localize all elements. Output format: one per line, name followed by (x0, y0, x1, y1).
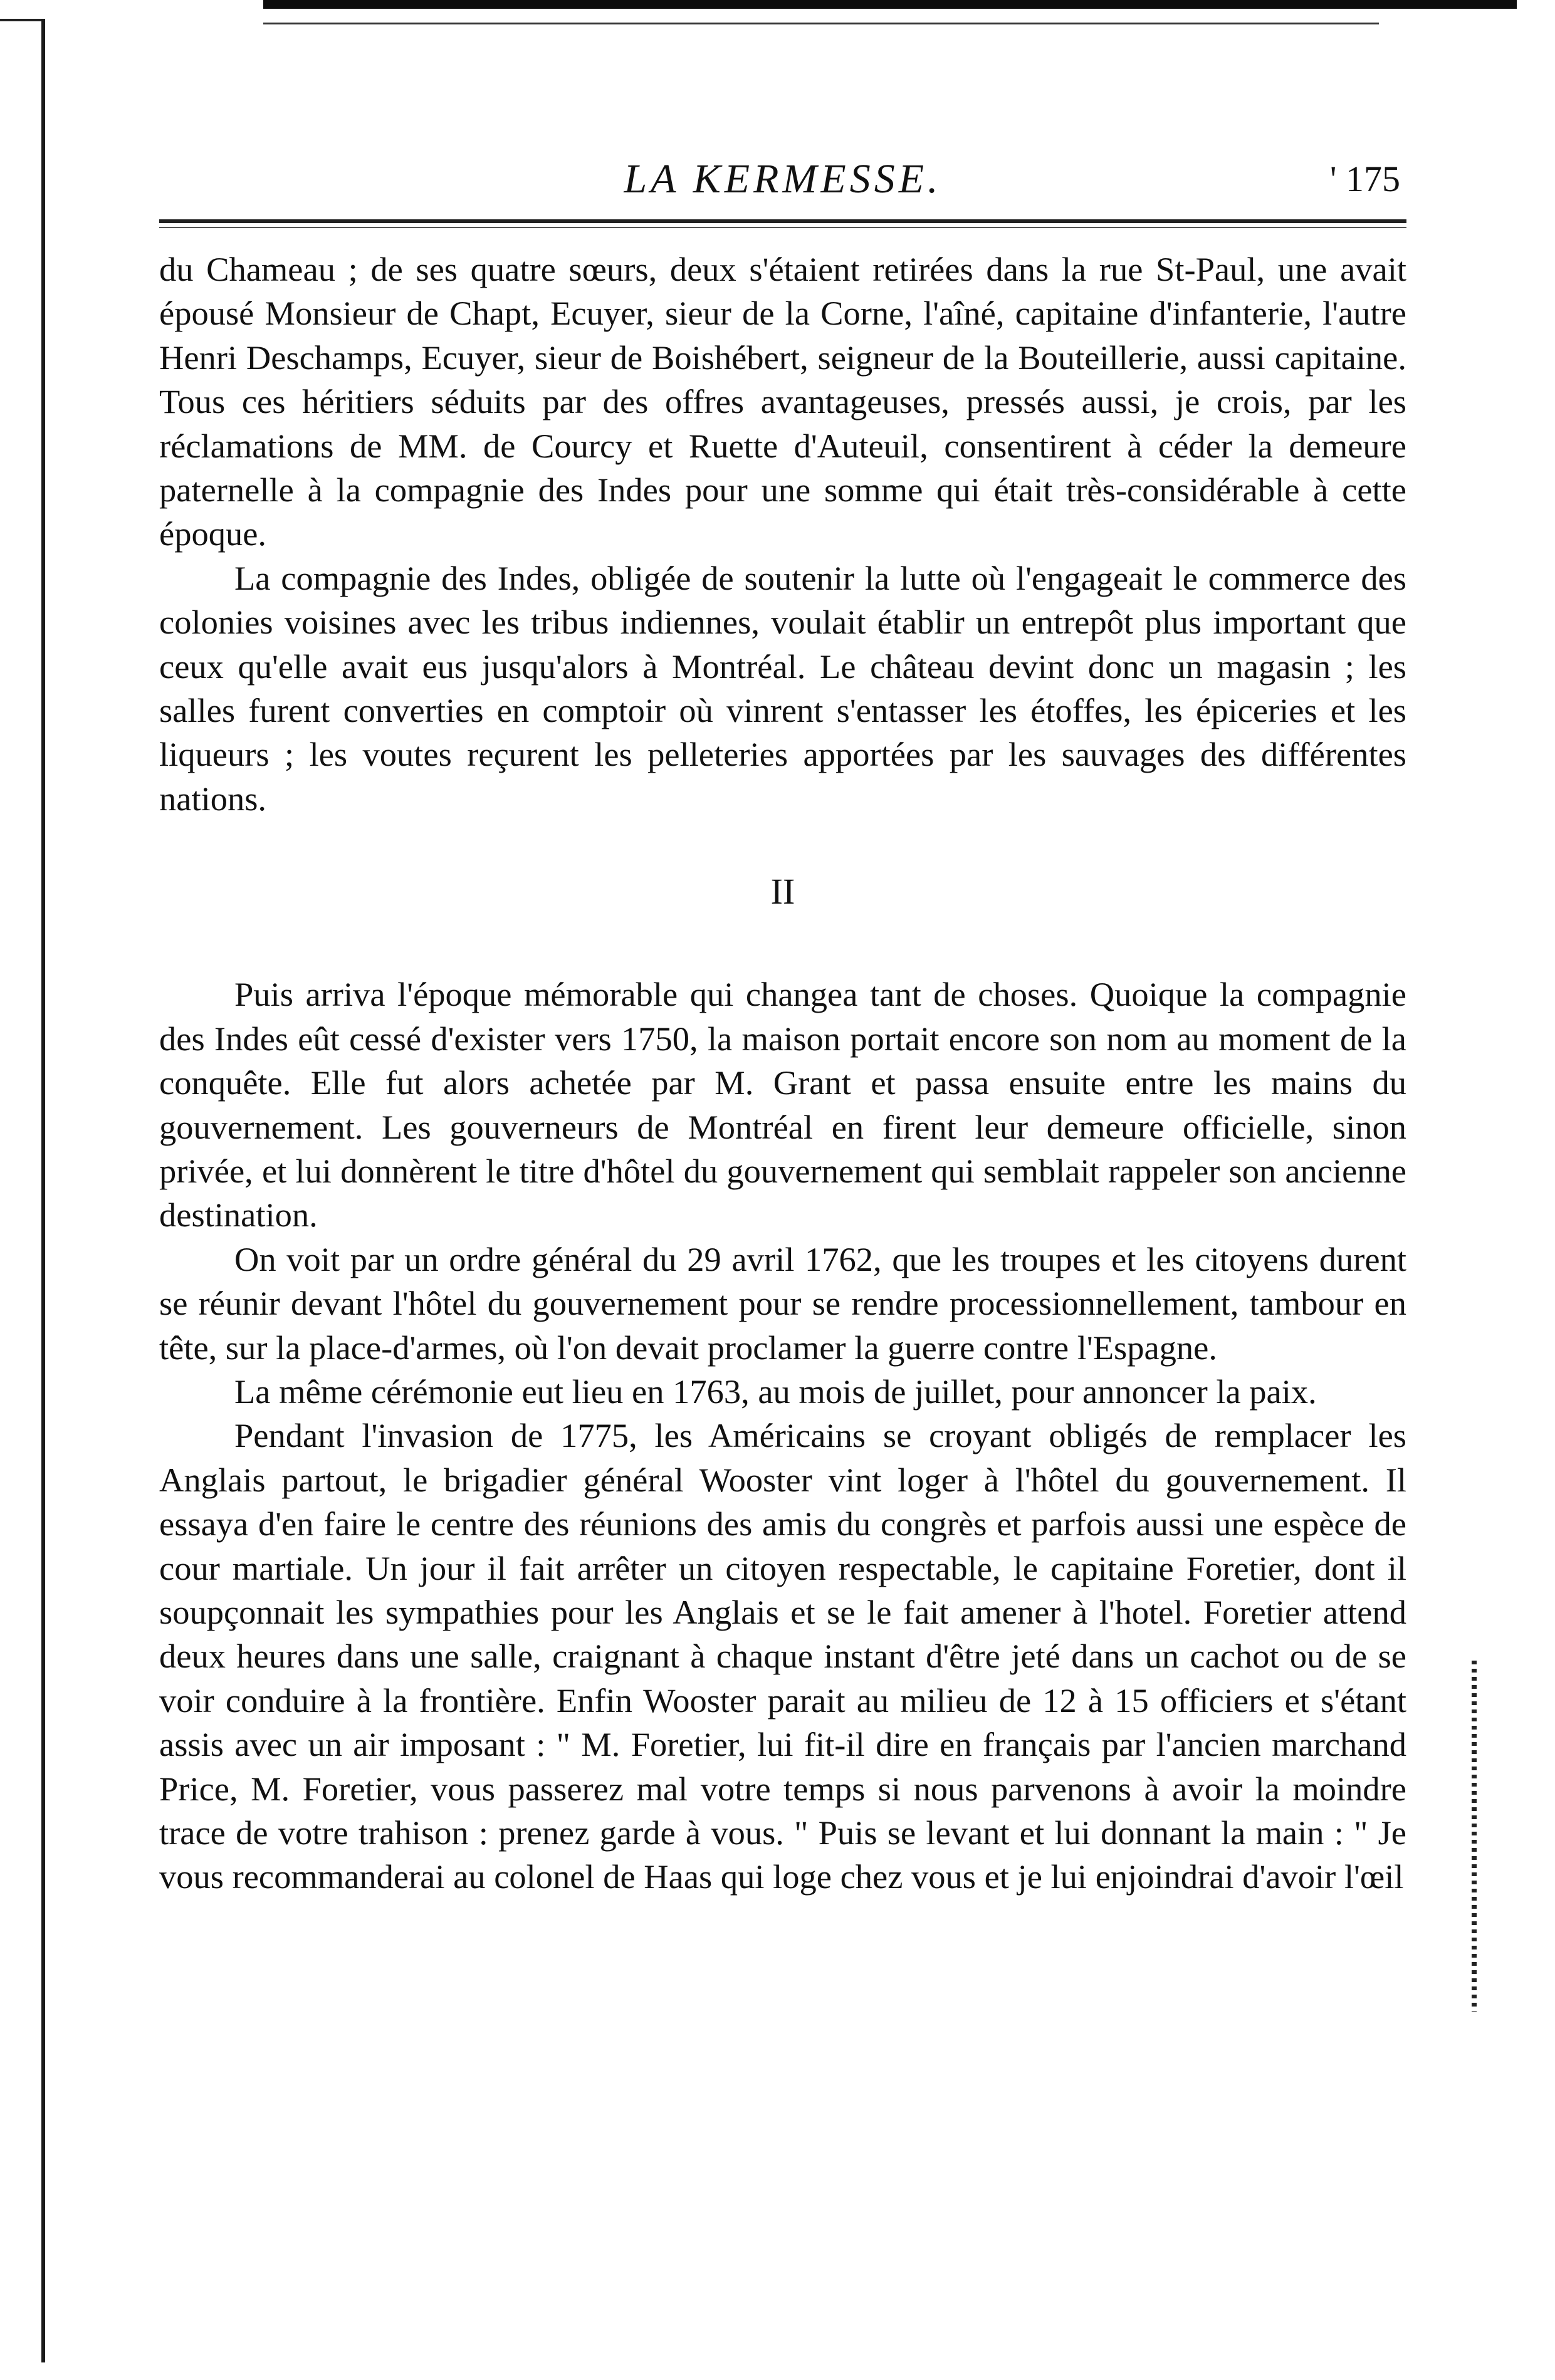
paragraph-4: On voit par un ordre général du 29 avril 1762, que les troupes et les citoyens durent se réunir devant l'hôtel du gouvernement pour se rendre processionnellement, tambour en tête, sur la place-d'armes, où l'on devait proclamer la guerre contre l'Espagne. (159, 1240, 1406, 1367)
header-rule (159, 219, 1406, 223)
body-text (159, 248, 1406, 1899)
paragraph-1: du Chameau ; de ses quatre sœurs, deux s'étaient retirées dans la rue St-Paul, une avait épousé Monsieur de Chapt, Ecuyer, sieur de la Corne, l'aîné, capitaine d'infanterie, l'autre Henri Deschamps, Ecuyer, sieur de Boishébert, seigneur de la Bouteillerie, aussi capitaine. Tous ces héritiers séduits par des offres avantageuses, pressés aussi, je crois, par les réclamations de MM. de Courcy et Ruette d'Auteuil, consentirent à céder la demeure paternelle à la compagnie des Indes pour une somme qui était très-considérable à cette époque. (159, 250, 1406, 553)
top-edge-thin-rule (263, 23, 1379, 24)
page-number: ' 175 (1330, 159, 1400, 199)
header-rule-thin (159, 227, 1406, 228)
margin-tick (0, 19, 45, 21)
paragraph-6: Pendant l'invasion de 1775, les Américains se croyant obligés de remplacer les Anglais partout, le brigadier général Wooster vint loger à l'hôtel du gouvernement. Il essaya d'en faire le centre des réunions des amis du congrès et parfois aussi une espèce de cour martiale. Un jour il fait arrêter un citoyen respectable, le capitaine Foretier, dont il soupçonnait les sympathies pour les Anglais et se le fait amener à l'hotel. Foretier attend deux heures dans une salle, craignant à chaque instant d'être jeté dans un cachot ou de se voir conduire à la frontière. Enfin Wooster parait au milieu de 12 à 15 officiers et s'étant assis avec un air imposant : " M. Foretier, lui fit-il dire en français par l'ancien marchand Price, M. Foretier, vous passerez mal votre temps si nous parvenons à avoir la moindre trace de votre trahison : prenez garde à vous. " Puis se levant et lui donnant la main : " Je vous recommanderai au colonel de Haas qui loge chez vous et je lui enjoindrai d'avoir l'œil (159, 1416, 1406, 1896)
margin-ornament (1472, 1661, 1477, 2012)
running-header (159, 150, 1406, 213)
paragraph-5: La même cérémonie eut lieu en 1763, au mois de juillet, pour annoncer la paix. (234, 1372, 1317, 1411)
page-edge-line (41, 19, 45, 2362)
section-heading: II (770, 871, 795, 912)
paragraph-2: La compagnie des Indes, obligée de soutenir la lutte où l'engageait le commerce des colonies voisines avec les tribus indiennes, voulait établir un entrepôt plus important que ceux qu'elle avait eus jusqu'alors à Montréal. Le château devint donc un magasin ; les salles furent converties en comptoir où vinrent s'entasser les étoffes, les épiceries et les liqueurs ; les voutes reçurent les pelleteries apportées par les sauvages des différentes nations. (159, 558, 1406, 818)
running-title: LA KERMESSE. (624, 156, 942, 202)
paragraph-3: Puis arriva l'époque mémorable qui changea tant de choses. Quoique la compagnie des Indes eût cessé d'exister vers 1750, la maison portait encore son nom au moment de la conquête. Elle fut alors achetée par M. Grant et passa ensuite entre les mains du gouvernement. Les gouverneurs de Montréal en firent leur demeure officielle, sinon privée, et lui donnèrent le titre d'hôtel du gouvernement qui semblait rappeler son ancienne destination. (159, 975, 1406, 1234)
top-edge-rule (263, 0, 1517, 9)
